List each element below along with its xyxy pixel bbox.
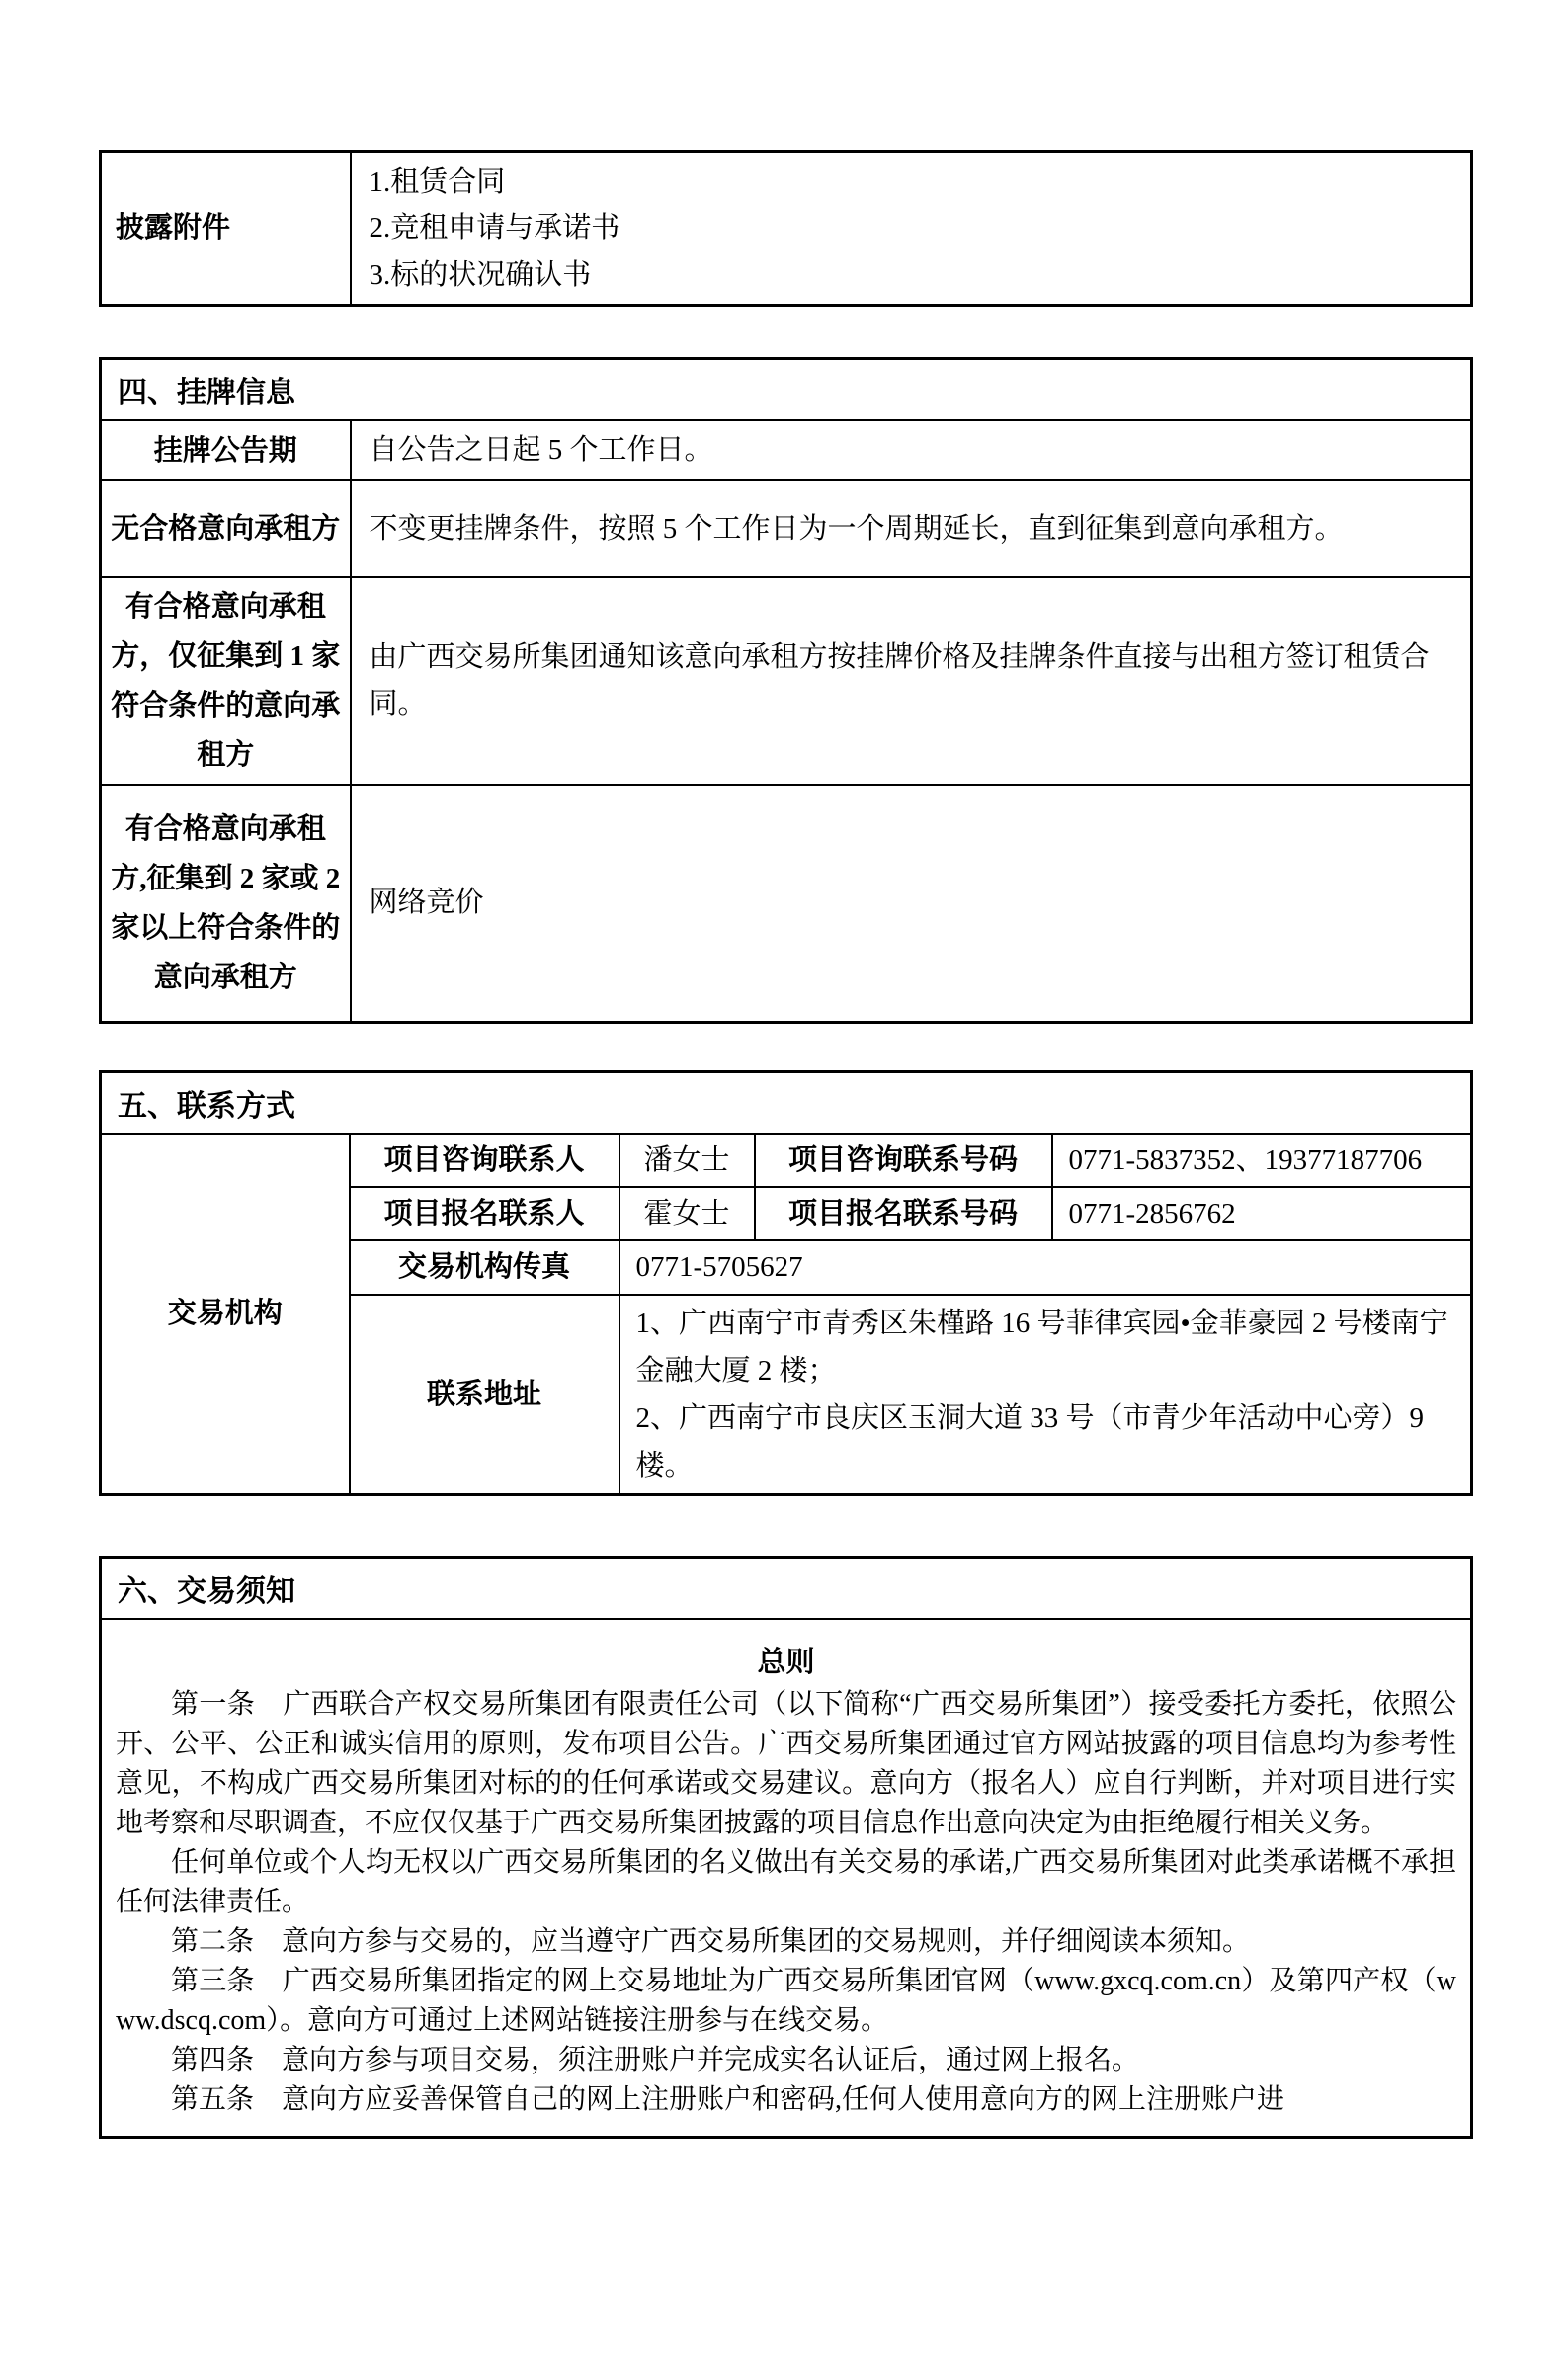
consult-contact-name: 潘女士 (619, 1134, 755, 1187)
contact-section-title: 五、联系方式 (101, 1071, 1472, 1134)
document-page (0, 150, 1568, 2369)
notice-paragraph-5: 第四条 意向方参与项目交易，须注册账户并完成实名认证后，通过网上报名。 (171, 2044, 1140, 2075)
fax-label: 交易机构传真 (350, 1240, 619, 1295)
address-label: 联系地址 (350, 1295, 619, 1495)
listing-row-announcement-period (101, 420, 1472, 480)
address-line-1: 1、广西南宁市青秀区朱槿路 16 号菲律宾园•金菲豪园 2 号楼南宁金融大厦 2 楼； (635, 1307, 1448, 1387)
attachments-row (101, 152, 1472, 306)
listing-row-two-or-more-qualified (101, 785, 1472, 1022)
listing-table (99, 357, 1473, 1024)
contact-row-consult (101, 1134, 1472, 1187)
consult-phone-label: 项目咨询联系号码 (755, 1134, 1052, 1187)
row-value: 网络竞价 (351, 785, 1472, 1022)
fax-value: 0771-5705627 (619, 1240, 1472, 1295)
address-line-2: 2、广西南宁市良庆区玉洞大道 33 号（市青少年活动中心旁）9 楼。 (635, 1401, 1425, 1481)
signup-phone-value: 0771-2856762 (1052, 1187, 1472, 1240)
row-label: 有合格意向承租方，仅征集到 1 家符合条件的意向承租方 (101, 577, 351, 785)
org-label-cell: 交易机构 (101, 1134, 350, 1495)
attachments-value-cell (351, 152, 1472, 306)
attachment-item-2: 2.竞租申请与承诺书 (369, 212, 620, 244)
listing-title-row (101, 359, 1472, 421)
signup-phone-label: 项目报名联系号码 (755, 1187, 1052, 1240)
attachments-label: 披露附件 (101, 152, 351, 306)
attachment-item-3: 3.标的状况确认书 (369, 259, 592, 291)
listing-section-title: 四、挂牌信息 (101, 359, 1472, 421)
notice-paragraph-4: 第三条 广西交易所集团指定的网上交易地址为广西交易所集团官网（www.gxcq.com.cn）及第四产权（www.dscq.com）。意向方可通过上述网站链接注册参与在线交易。 (116, 1965, 1456, 2036)
notice-title-row (101, 1557, 1472, 1619)
notice-body-cell (101, 1619, 1472, 2138)
attachment-item-1: 1.租赁合同 (369, 166, 506, 198)
row-label: 挂牌公告期 (101, 420, 351, 480)
notice-body-row (101, 1619, 1472, 2138)
notice-table (99, 1556, 1473, 2139)
attachments-table (99, 150, 1473, 307)
notice-section-title: 六、交易须知 (101, 1557, 1472, 1619)
contact-table (99, 1070, 1473, 1496)
row-label: 无合格意向承租方 (101, 480, 351, 577)
signup-contact-name: 霍女士 (619, 1187, 755, 1240)
listing-row-one-qualified (101, 577, 1472, 785)
notice-paragraph-2: 任何单位或个人均无权以广西交易所集团的名义做出有关交易的承诺,广西交易所集团对此类承诺概不承担任何法律责任。 (116, 1846, 1456, 1917)
notice-subtitle: 总则 (757, 1646, 815, 1678)
row-value: 不变更挂牌条件，按照 5 个工作日为一个周期延长，直到征集到意向承租方。 (351, 480, 1472, 577)
notice-paragraph-6: 第五条 意向方应妥善保管自己的网上注册账户和密码,任何人使用意向方的网上注册账户进 (171, 2083, 1285, 2115)
notice-paragraph-3: 第二条 意向方参与交易的，应当遵守广西交易所集团的交易规则，并仔细阅读本须知。 (171, 1925, 1251, 1957)
row-label: 有合格意向承租方,征集到 2 家或 2 家以上符合条件的意向承租方 (101, 785, 351, 1022)
contact-title-row (101, 1071, 1472, 1134)
consult-contact-label: 项目咨询联系人 (350, 1134, 619, 1187)
notice-paragraph-1: 第一条 广西联合产权交易所集团有限责任公司（以下简称“广西交易所集团”）接受委托方委托，依照公开、公平、公正和诚实信用的原则，发布项目公告。广西交易所集团通过官方网站披露的项目信息均为参考性意见，不构成广西交易所集团对标的的任何承诺或交易建议。意向方（报名人）应自行判断，并对项目进行实地考察和尽职调查，不应仅仅基于广西交易所集团披露的项目信息作出意向决定为由拒绝履行相关义务。 (116, 1688, 1456, 1838)
listing-row-no-qualified (101, 480, 1472, 577)
signup-contact-label: 项目报名联系人 (350, 1187, 619, 1240)
address-value-cell (619, 1295, 1472, 1495)
consult-phone-value: 0771-5837352、19377187706 (1052, 1134, 1472, 1187)
row-value: 自公告之日起 5 个工作日。 (351, 420, 1472, 480)
row-value: 由广西交易所集团通知该意向承租方按挂牌价格及挂牌条件直接与出租方签订租赁合同。 (351, 577, 1472, 785)
